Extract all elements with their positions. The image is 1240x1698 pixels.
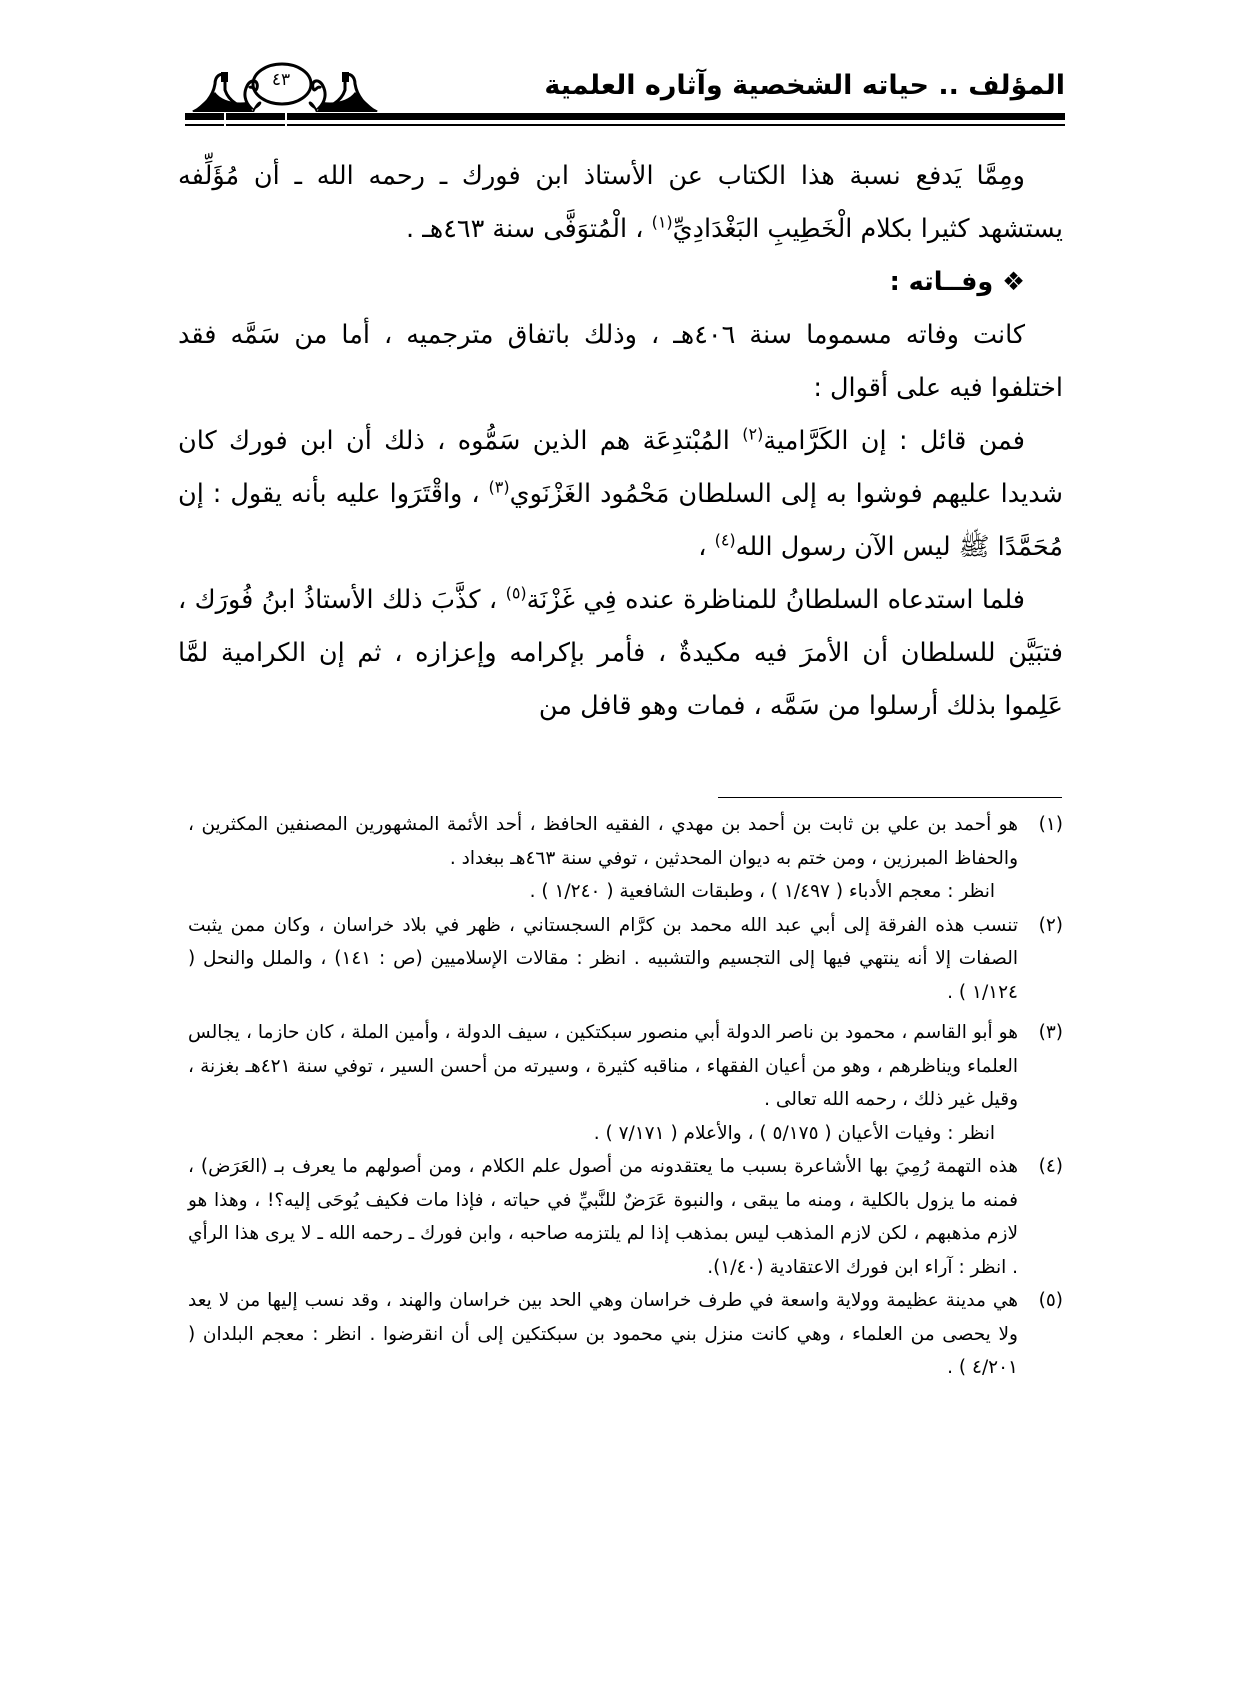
footnote-3 <box>188 1016 1063 1117</box>
footnote-number: (٢) <box>1038 914 1063 936</box>
paragraph <box>178 150 1063 256</box>
paragraph-text: المُبْتدِعَة هم الذين سَمُّوه ، ذلك أن ابن فورك كان شديدا عليهم فوشوا به إلى السلطان مَحْمُود الغَزْنَوي <box>178 426 1063 509</box>
paragraph-text: ، كذَّبَ ذلك الأستاذُ ابنُ فُورَك ، فتبَيَّن للسلطان أن الأمرَ فيه مكيدةٌ ، فأمر بإكرامه وإعزازه ، ثم إن الكرامية لمَّا عَلِموا بذلك أرسلوا من سَمَّه ، فمات وهو قافل من <box>178 585 1063 721</box>
paragraph: كانت وفاته مسموما سنة ٤٠٦هـ ، وذلك باتفاق مترجميه ، أما من سَمَّه فقد اختلفوا فيه على أقوال : <box>178 320 1063 403</box>
footnote-text: هو أبو القاسم ، محمود بن ناصر الدولة أبي منصور سبكتكين ، سيف الدولة ، وأمين الملة ، كان حازما ، يجالس العلماء ويناظرهم ، وهو من أعيان الفقهاء ، مناقبه كثيرة ، وسيرته من أحسن السير ، توفي سنة ٤٢١هـ بغزنة ، وقيل غير ذلك ، رحمه الله تعالى . <box>188 1022 1018 1110</box>
footnote-text: هو أحمد بن علي بن ثابت بن أحمد بن مهدي ، الفقيه الحافظ ، أحد الأئمة المشهورين المصنفين المكثرين ، والحفاظ المبرزين ، ومن ختم به ديوان المحدثين ، توفي سنة ٤٦٣هـ ببغداد . <box>188 814 1018 869</box>
footnotes <box>188 808 1063 1385</box>
footnote-separator <box>718 797 1062 798</box>
rule-separator <box>224 112 226 128</box>
footnote-text: تنسب هذه الفرقة إلى أبي عبد الله محمد بن كرَّام السجستاني ، ظهر في بلاد خراسان ، وكان ممن يثبت الصفات إلا أنه ينتهي فيها إلى التجسيم والتشبيه . انظر : مقالات الإسلاميين (ص : ١٤١) ، والملل والنحل ( ١/١٢٤ ) . <box>188 914 1019 1003</box>
header-rule-thin <box>185 124 1065 126</box>
paragraph-text: ، واقْتَرَوا عليه بأنه يقول : إن مُحَمَّدًا ﷺ ليس الآن رسول الله <box>178 479 1063 562</box>
paragraph <box>178 574 1063 733</box>
footnote-number: (٥) <box>1038 1290 1063 1311</box>
running-header-title: المؤلف .. حياته الشخصية وآثاره العلمية <box>544 70 1065 101</box>
header-rule-thick <box>185 113 1065 120</box>
footnote-text: هي مدينة عظيمة وولاية واسعة في طرف خراسان وهي الحد بين خراسان والهند ، وقد نسب إليها من لا يعد ولا يحصى من العلماء ، وهي كانت منزل بني محمود بن سبكتكين إلى أن انقرضوا . انظر : معجم البلدان ( ٤/٢٠١ ) . <box>188 1290 1018 1378</box>
footnote-number: (٤) <box>1038 1156 1063 1177</box>
paragraph-text: ، <box>698 532 715 562</box>
page-header <box>185 62 1065 132</box>
footnote-reference: انظر : معجم الأدباء ( ١/٤٩٧ ) ، وطبقات الشافعية ( ١/٢٤٠ ) . <box>529 881 995 902</box>
footnote-5 <box>188 1284 1063 1385</box>
footnote-number: (٣) <box>1038 1022 1063 1043</box>
paragraph-text: فلما استدعاه السلطانُ للمناظرة عنده فِي غَزْنَة <box>526 585 1025 615</box>
rule-separator <box>285 112 287 128</box>
paragraph-text: ، الْمُتوَفَّى سنة ٤٦٣هـ . <box>406 214 652 244</box>
footnote-ref-2[interactable]: (٢) <box>742 424 764 444</box>
footnote-reference: انظر : وفيات الأعيان ( ٥/١٧٥ ) ، والأعلام ( ٧/١٧١ ) . <box>593 1122 995 1144</box>
main-text <box>178 150 1063 733</box>
footnote-1 <box>188 808 1063 875</box>
footnote-ref-3[interactable]: (٣) <box>488 477 510 497</box>
footnote-number: (١) <box>1038 814 1063 835</box>
footnote-2 <box>188 909 1063 1010</box>
footnote-ref-1[interactable]: (١) <box>651 212 673 232</box>
paragraph-text: ومِمَّا يَدفع نسبة هذا الكتاب عن الأستاذ ابن فورك ـ رحمه الله ـ أن مُؤَلِّفه يستشهد كثيرا بكلام الْخَطِيبِ البَغْدَادِيِّ <box>178 161 1063 244</box>
page-number: ٤٣ <box>271 70 291 90</box>
footnote-4 <box>188 1150 1063 1284</box>
paragraph-text: فمن قائل : إن الكَرَّامية <box>763 426 1025 456</box>
footnote-ref-4[interactable]: (٤) <box>714 530 736 550</box>
paragraph <box>178 415 1063 574</box>
section-heading: ❖ وفــاته : <box>889 267 1025 297</box>
footnote-text: هذه التهمة رُمِيَ بها الأشاعرة بسبب ما يعتقدونه من أصول علم الكلام ، ومن أصولهم ما يعرف بـ (العَرَض) ، فمنه ما يزول بالكلية ، ومنه ما يبقى ، والنبوة عَرَضٌ للنَّبيِّ في حياته ، فإذا مات فكيف يُوحَى إليه؟! ، وهذا هو لازم مذهبهم ، لكن لازم المذهب ليس بمذهب إذا لم يلتزمه صاحبه ، وابن فورك ـ رحمه الله ـ لا يرى هذا الرأي . انظر : آراء ابن فورك الاعتقادية (١/٤٠). <box>188 1156 1018 1278</box>
footnote-ref-5[interactable]: (٥) <box>505 583 527 603</box>
